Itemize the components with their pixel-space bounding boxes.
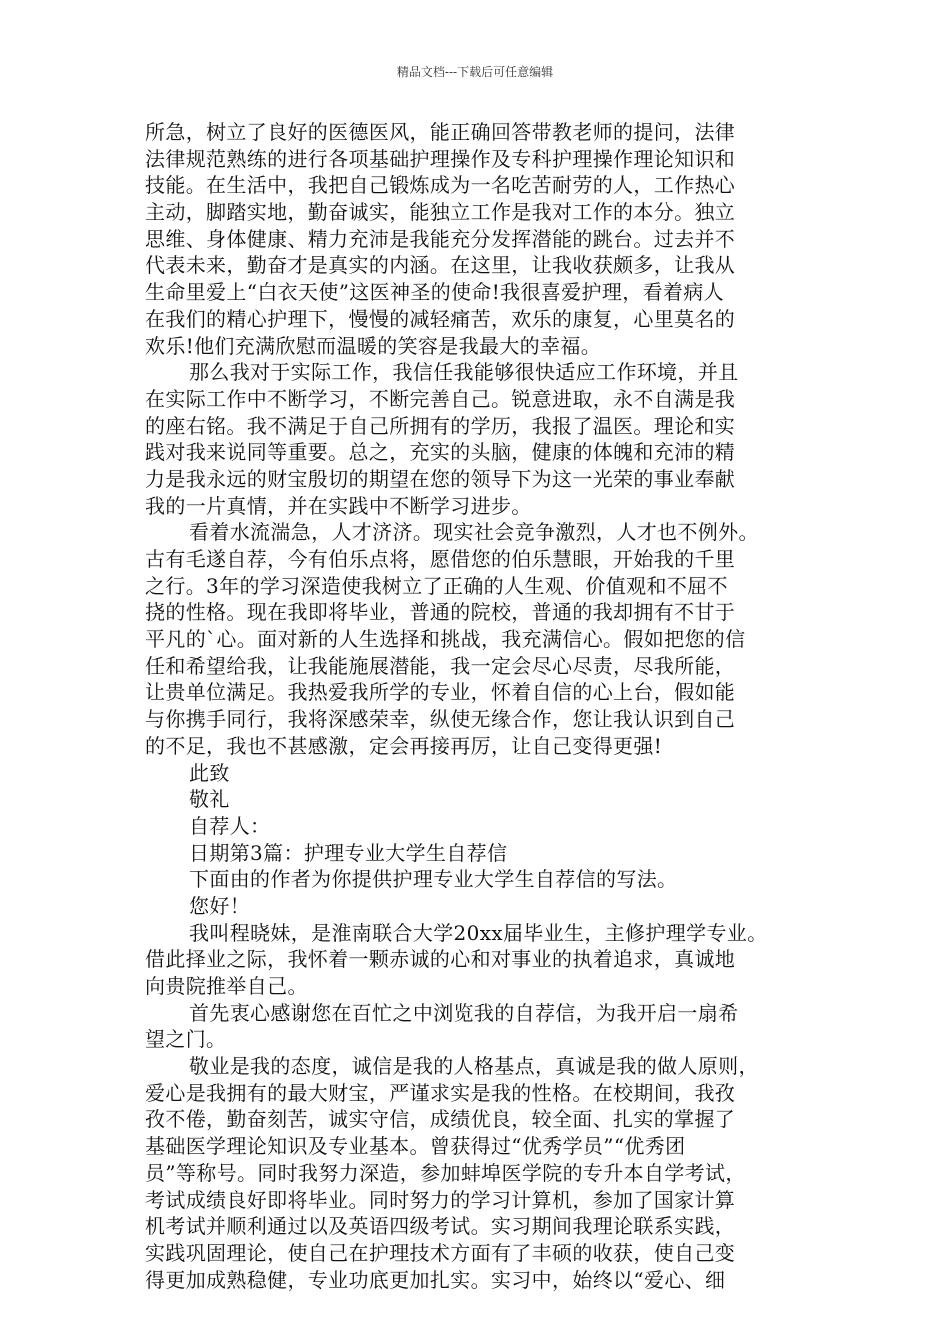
text-line: 那么我对于实际工作，我信任我能够很快适应工作环境，并且: [189, 360, 739, 385]
text-line: 考试成绩良好即将毕业。同时努力的学习计算机，参加了国家计算: [145, 1187, 736, 1212]
text-line: 此致: [189, 760, 230, 785]
text-line: 敬礼: [189, 787, 230, 812]
text-line: 爱心是我拥有的最大财宝，严谨求实是我的性格。在校期间，我孜: [145, 1080, 736, 1105]
document-body: [145, 119, 815, 1293]
text-line: 向贵院推举自己。: [145, 974, 308, 998]
text-line: 借此择业之际，我怀着一颗赤诚的心和对事业的执着追求，真诚地: [145, 947, 736, 972]
text-line: 力是我永远的财宝殷切的期望在您的领导下为这一光荣的事业奉献: [145, 466, 736, 491]
text-line: 实践巩固理论，使自己在护理技术方面有了丰硕的收获，使自己变: [145, 1240, 736, 1265]
text-line: 生命里爱上“白衣天使”这医神圣的使命!我很喜爱护理，看着病人: [145, 280, 724, 305]
text-line: 挠的性格。现在我即将毕业，普通的院校，普通的我却拥有不甘于: [145, 600, 736, 625]
text-line: 得更加成熟稳健，专业功底更加扎实。实习中，始终以“爱心、细: [145, 1267, 726, 1292]
text-line: 机考试并顺利通过以及英语四级考试。实习期间我理论联系实践，: [145, 1214, 736, 1239]
page-header: 精品文档---下载后可任意编辑: [396, 65, 554, 79]
text-line: 任和希望给我，让我能施展潜能，我一定会尽心尽责，尽我所能，: [145, 653, 736, 678]
text-line: 孜不倦，勤奋刻苦，诚实守信，成绩优良，较全面、扎实的掌握了: [145, 1107, 736, 1132]
text-line: 平凡的`心。面对新的人生选择和挑战，我充满信心。假如把您的信: [145, 627, 746, 652]
text-line: 主动，脚踏实地，勤奋诚实，能独立工作是我对工作的本分。独立: [145, 200, 736, 225]
text-line: 思维、身体健康、精力充沛是我能充分发挥潜能的跳台。过去并不: [145, 226, 736, 251]
text-line: 古有毛遂自荐，今有伯乐点将，愿借您的伯乐慧眼，开始我的千里: [145, 547, 736, 571]
text-line: 敬业是我的态度，诚信是我的人格基点，真诚是我的做人原则，: [189, 1054, 759, 1079]
text-line: 下面由的作者为你提供护理专业大学生自荐信的写法。: [189, 867, 678, 892]
text-line: 代表未来，勤奋才是真实的内涵。在这里，让我收获颇多，让我从: [145, 253, 736, 278]
text-line: 在实际工作中不断学习，不断完善自己。锐意进取，永不自满是我: [145, 386, 736, 411]
text-line: 技能。在生活中，我把自己锻炼成为一名吃苦耐劳的人，工作热心: [145, 173, 736, 198]
text-line: 日期第3篇：护理专业大学生自荐信: [189, 840, 508, 865]
text-line: 员”等称号。同时我努力深造，参加蚌埠医学院的专升本自学考试，: [145, 1160, 746, 1185]
text-line: 之行。3年的学习深造使我树立了正确的人生观、价值观和不屈不: [145, 573, 728, 598]
text-line: 在我们的精心护理下，慢慢的减轻痛苦，欢乐的康复，心里莫名的: [145, 306, 736, 331]
text-line: 的不足，我也不甚感激，定会再接再厉，让自己变得更强!: [145, 733, 663, 758]
text-line: 让贵单位满足。我热爱我所学的专业，怀着自信的心上台，假如能: [145, 680, 736, 705]
text-line: 首先衷心感谢您在百忙之中浏览我的自荐信，为我开启一扇希: [189, 1000, 739, 1025]
text-line: 我的一片真情，并在实践中不断学习进步。: [145, 493, 532, 518]
text-line: 我叫程晓妹，是淮南联合大学20xx届毕业生，主修护理学专业。: [189, 920, 768, 945]
text-line: 看着水流湍急，人才济济。现实社会竞争激烈，人才也不例外。: [189, 520, 759, 545]
text-line: 自荐人：: [189, 813, 271, 838]
text-line: 与你携手同行，我将深感荣幸，纵使无缘合作，您让我认识到自己: [145, 707, 736, 732]
text-line: 您好！: [189, 893, 251, 918]
text-line: 的座右铭。我不满足于自己所拥有的学历，我报了温医。理论和实: [145, 413, 736, 438]
text-line: 基础医学理论知识及专业基本。曾获得过“优秀学员”“优秀团: [145, 1134, 686, 1159]
text-line: 法律规范熟练的进行各项基础护理操作及专科护理操作理论知识和: [145, 146, 736, 171]
text-line: 所急，树立了良好的医德医风，能正确回答带教老师的提问，法律: [145, 120, 736, 144]
text-line: 践对我来说同等重要。总之，充实的头脑，健康的体魄和充沛的精: [145, 440, 736, 465]
text-line: 望之门。: [145, 1027, 227, 1052]
text-line: 欢乐!他们充满欣慰而温暖的笑容是我最大的幸福。: [145, 333, 602, 358]
